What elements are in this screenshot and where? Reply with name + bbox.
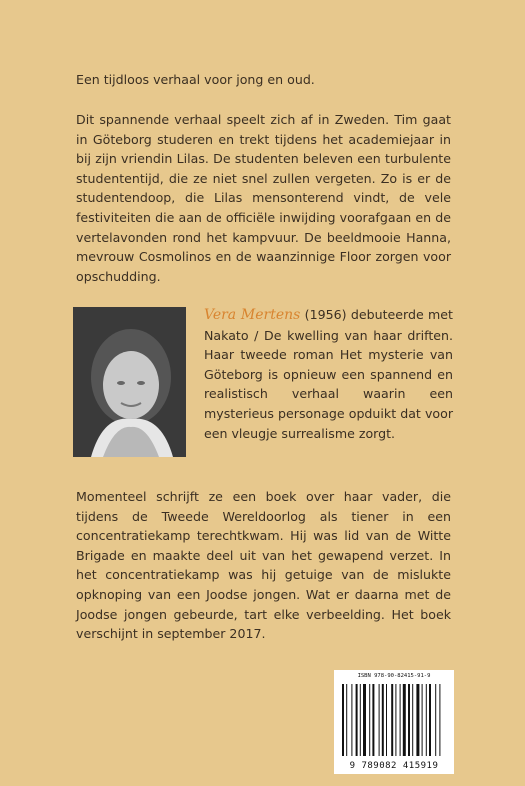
barcode-bar [391, 684, 393, 756]
author-bio [204, 305, 453, 443]
barcode-number: 9 789082 415919 [349, 761, 439, 771]
barcode-bar [356, 684, 358, 756]
barcode-bars [342, 684, 446, 756]
barcode-bar [351, 684, 352, 756]
barcode-bar [342, 684, 344, 756]
barcode-bar [400, 684, 401, 756]
author-bio-text: (1956) debuteerde met Nakato / De kwelling van haar driften. Haar tweede roman Het mysterie van Göteborg is opnieuw een spannend en realistisch verhaal waarin een mysterieus personage opduikt dat voor een vleugje surrealisme zorgt. [204, 307, 453, 441]
barcode-bar [422, 684, 423, 756]
barcode-bar [408, 684, 410, 756]
upcoming-book-paragraph: Momenteel schrijft ze een boek over haar vader, die tijdens de Tweede Wereldoorlog als tiener in een concentratiekamp terechtkwam. Hij was lid van de Witte Brigade en maakte deel uit van het gewapend verzet. In het concentratiekamp was hij getuige van de mislukte opknoping van een Joodse jongen. Wat er daarna met de Joodse jongen gebeurde, tart elke verbeelding. Het boek verschijnt in september 2017. [76, 489, 451, 642]
summary-paragraph: Dit spannende verhaal speelt zich af in Zweden. Tim gaat in Göteborg studeren en trekt tijdens het academiejaar in bij zijn vriendin Lilas. De studenten beleven een turbulente studententijd, die ze niet snel zullen vergeten. Zo is er de studentendoop, die Lilas mensonterend vindt, de vele festiviteiten die aan de officiële inwijding voorafgaan en de vertelavonden rond het kampvuur. De beeldmooie Hanna, mevrouw Cosmolinos en de waanzinnige Floor zorgen voor opschudding. [76, 112, 451, 284]
barcode-bar [435, 684, 436, 756]
barcode-bar [369, 684, 370, 756]
barcode-bar [429, 684, 431, 756]
author-photo [73, 307, 186, 457]
tagline: Een tijdloos verhaal voor jong en oud. [76, 72, 315, 87]
isbn-barcode [334, 670, 454, 774]
barcode-bar [360, 684, 361, 756]
barcode-bar [426, 684, 427, 756]
barcode-bar [346, 684, 347, 756]
barcode-bar [439, 684, 440, 756]
barcode-bar [382, 684, 384, 756]
barcode-bar [403, 684, 406, 756]
isbn-label: ISBN 978-90-82415-91-9 [357, 673, 431, 679]
barcode-bar [416, 684, 419, 756]
barcode-bar [412, 684, 413, 756]
barcode-bar [386, 684, 387, 756]
barcode-bar [379, 684, 380, 756]
barcode-bar [363, 684, 366, 756]
author-name: Vera Mertens [204, 307, 301, 323]
barcode-bar [395, 684, 396, 756]
barcode-bar [372, 684, 374, 756]
